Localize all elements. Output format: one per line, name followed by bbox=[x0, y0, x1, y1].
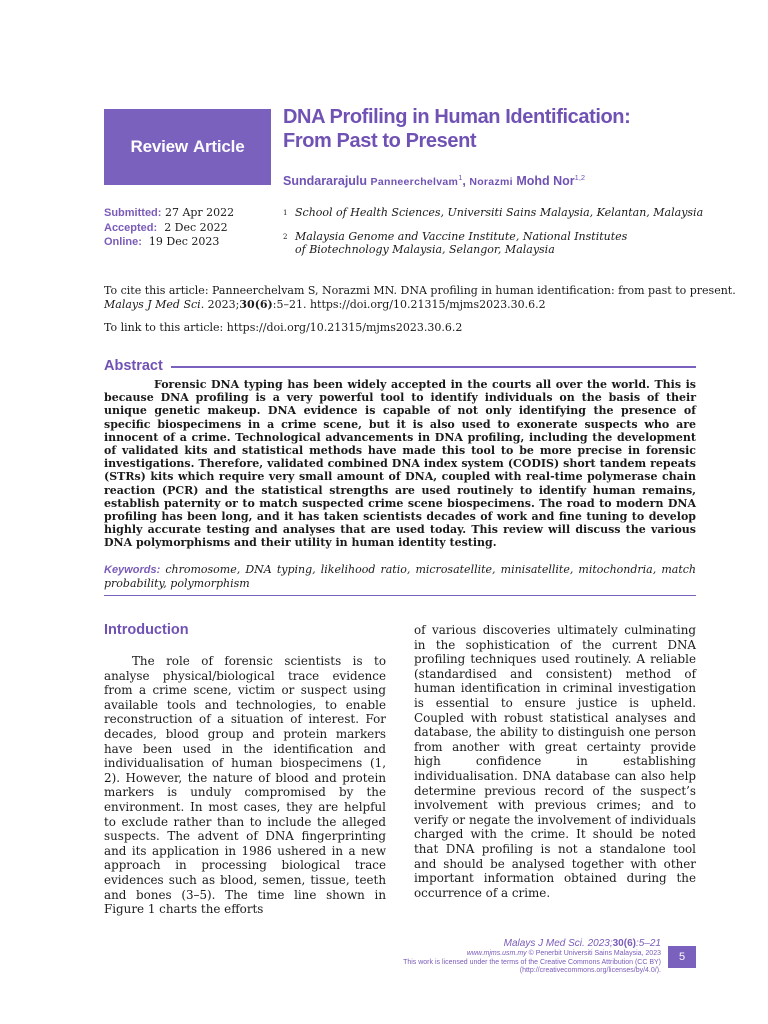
citation-year: . 2023; bbox=[200, 297, 240, 311]
online-date: 19 Dec 2023 bbox=[148, 235, 220, 248]
abstract-body: Forensic DNA typing has been widely accepted in the courts all over the world. This is because DNA profiling is a very powerful tool to identify individuals on the basis of their unique genetic makeup. DNA evidence is capable of not only identifying the presence of specific biospecimens in a crime scene, but it is also used to exonerate suspects who are innocent of a crime. Technological advancements in DNA profiling, including the development of validated kits and statistical methods have made this tool to be more precise in forensic investigations. Therefore, validated combined DNA index system (CODIS) short tandem repeats (STRs) kits which require very small amount of DNA, coupled with real-time polymerase chain reaction (PCR) and the statistical strengths are used routinely to identify human remains, establish paternity or to match suspected crime scene biospecimens. The road to modern DNA profiling has been long, and it has taken scientists decades of work and fine tuning to develop highly accurate testing and analyses that are used today. This review will discuss the various DNA polymorphisms and their utility in human identity testing. bbox=[104, 378, 696, 550]
footer-copyright: © Penerbit Universiti Sains Malaysia, 2023 bbox=[526, 950, 661, 957]
footer-citation bbox=[403, 937, 661, 950]
page-footer bbox=[403, 937, 661, 976]
body-column-right bbox=[414, 623, 696, 900]
badge-word-article: Article bbox=[192, 137, 245, 156]
footer-pages: :5–21 bbox=[635, 938, 661, 949]
affiliation-2-line-1: Malaysia Genome and Vaccine Institute, National Institutes bbox=[295, 229, 628, 243]
author-separator: , bbox=[462, 174, 470, 189]
article-type-badge bbox=[104, 109, 271, 185]
author1-first-name: Sundararajulu bbox=[283, 174, 371, 189]
citation-line-2 bbox=[104, 298, 736, 312]
author1-last-name: Panneerchelvam bbox=[370, 176, 459, 189]
badge-word-review: Review bbox=[130, 137, 188, 156]
body-column-left bbox=[104, 654, 386, 917]
author2-last-name: Mohd Nor bbox=[512, 174, 575, 189]
article-title bbox=[283, 105, 703, 153]
title-line-2: From Past to Present bbox=[283, 130, 477, 152]
online-row bbox=[104, 235, 234, 250]
page-number: 5 bbox=[668, 946, 696, 968]
submitted-date: 27 Apr 2022 bbox=[164, 206, 235, 219]
affiliation-1 bbox=[283, 206, 703, 221]
affiliation-2-number: 2 bbox=[283, 232, 288, 241]
publication-dates bbox=[104, 206, 234, 250]
footer-volume: 30(6) bbox=[612, 938, 636, 949]
abstract-rule bbox=[171, 366, 696, 368]
affiliation-1-number: 1 bbox=[283, 209, 288, 217]
affiliation-2-line-2: of Biotechnology Malaysia, Selangor, Malaysia bbox=[295, 243, 555, 256]
citation-block bbox=[104, 284, 736, 311]
citation-pages-doi[interactable]: :5–21. https://doi.org/10.21315/mjms2023.30.6.2 bbox=[272, 297, 546, 311]
article-link[interactable]: To link to this article: https://doi.org/10.21315/mjms2023.30.6.2 bbox=[104, 321, 463, 334]
submitted-row bbox=[104, 206, 234, 221]
online-label: Online: bbox=[104, 236, 142, 248]
intro-paragraph-1-continued: of various discoveries ultimately culminating in the sophistication of the current DNA profiling techniques used routinely. A reliable (standardised and consistent) method of human identification in criminal investigation is essential to ensure justice is upheld. Coupled with robust statistical analyses and database, the ability to distinguish one person from another with great certainty provide high confidence in establishing individualisation. DNA database can also help determine previous record of the suspect’s involvement with previous crimes; and to verify or negate the involvement of individuals charged with the crime. It should be noted that DNA profiling is not a standalone tool and should be analysed together with other important information obtained during the occurrence of a crime. bbox=[414, 623, 696, 900]
intro-paragraph-1: The role of forensic scientists is to analyse physical/biological trace evidence from a crime scene, victim or suspect using available tools and technologies, to enable reconstruction of a situation of interest. For decades, blood group and protein markers have been used in the identification and individualisation of human biospecimens (1, 2). However, the nature of blood and protein markers is unduly compromised by the environment. In most cases, they are helpful to exclude rather than to include the alleged suspects. The advent of DNA fingerprinting and its application in 1986 ushered in a new approach in processing biological trace evidences such as blood, semen, tissue, teeth and bones (3–5). The time line shown in Figure 1 charts the efforts bbox=[104, 654, 386, 917]
author1-affil-sup: 1 bbox=[458, 173, 463, 182]
title-line-1: DNA Profiling in Human Identification: bbox=[283, 106, 631, 128]
citation-line-1: To cite this article: Panneerchelvam S, Norazmi MN. DNA profiling in human identification: from past to present. bbox=[104, 284, 736, 297]
accepted-date: 2 Dec 2022 bbox=[164, 220, 228, 234]
footer-publisher bbox=[403, 950, 661, 959]
keywords-rule bbox=[104, 595, 696, 596]
author2-affil-sup: 1,2 bbox=[574, 173, 586, 182]
citation-volume: 30(6) bbox=[239, 297, 273, 311]
accepted-label: Accepted: bbox=[104, 221, 158, 234]
accepted-row bbox=[104, 221, 234, 236]
keywords bbox=[104, 563, 696, 590]
abstract-heading-row bbox=[104, 358, 696, 374]
abstract-heading: Abstract bbox=[104, 358, 163, 374]
footer-license-2[interactable]: (http://creativecommons.org/licenses/by/4.0/). bbox=[519, 967, 661, 974]
author2-first-name: Norazmi bbox=[469, 176, 513, 189]
footer-license-1: This work is licensed under the terms of the Creative Commons Attribution (CC BY) bbox=[403, 958, 661, 966]
affiliations bbox=[283, 206, 703, 266]
footer-year: . 2023; bbox=[582, 938, 613, 949]
introduction-heading: Introduction bbox=[104, 622, 189, 638]
keywords-list: chromosome, DNA typing, likelihood ratio, microsatellite, minisatellite, mitochondria, match probability, polymorphism bbox=[104, 563, 696, 591]
submitted-label: Submitted: bbox=[104, 207, 162, 219]
author-list bbox=[283, 173, 585, 188]
footer-website[interactable]: www.mjms.usm.my bbox=[466, 950, 527, 957]
affiliation-2 bbox=[283, 230, 703, 257]
keywords-label: Keywords: bbox=[104, 564, 161, 576]
footer-journal: Malays J Med Sci bbox=[503, 938, 583, 949]
affiliation-1-line-1: School of Health Sciences, Universiti Sains Malaysia, Kelantan, Malaysia bbox=[295, 206, 704, 219]
citation-journal: Malays J Med Sci bbox=[104, 297, 201, 311]
abstract-text bbox=[104, 378, 696, 550]
